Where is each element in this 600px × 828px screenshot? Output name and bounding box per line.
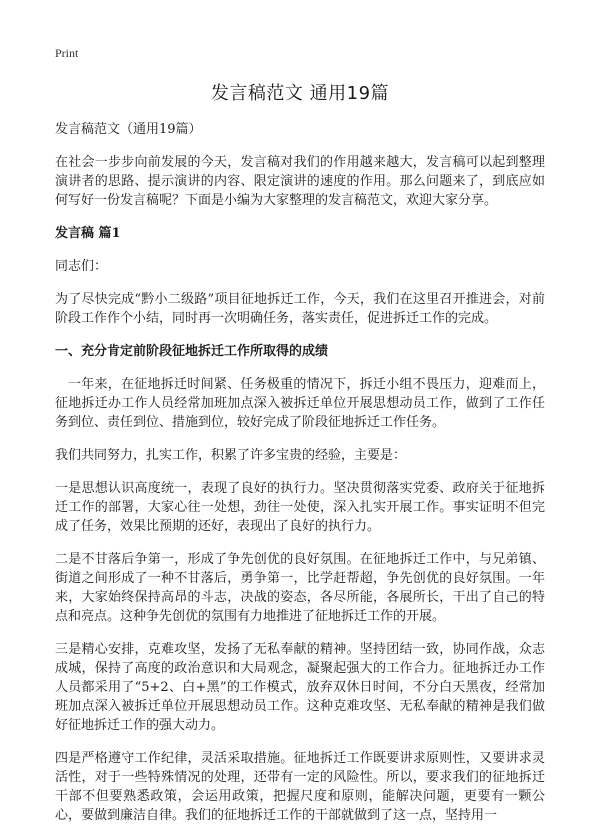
print-link[interactable]: Print [55,46,79,60]
paragraph-2: 一年来，在征地拆迁时间紧、任务极重的情况下，拆迁小组不畏压力，迎难而上，征地拆迁办工作人员经常加班加点深入被拆迁单位开展思想动员工作，做到了工作任务到位、责任到位、措施到位，较好完成了阶段征地拆迁工作任务。 [55,377,545,430]
intro-paragraph: 在社会一步步向前发展的今天，发言稿对我们的作用越来越大，发言稿可以起到整理演讲者的思路、提示演讲的内容、限定演讲的速度的作用。那么问题来了，到底应如何写好一份发言稿呢？下面是小编为大家整理的发言稿范文，欢迎大家分享。 [55,155,545,208]
paragraph-4: 一是思想认识高度统一，表现了良好的执行力。坚决贯彻落实党委、政府关于征地拆迁工作的部署，大家心往一处想，劲往一处使，深入扎实开展工作。事实证明不但完成了任务，效果比预期的还好，表现出了良好的执行力。 [55,481,545,534]
paragraph-7: 四是严格遵守工作纪律，灵活采取措施。征地拆迁工作既要讲求原则性，又要讲求灵活性，对于一些特殊情况的处理，还带有一定的风险性。所以，要求我们的征地拆迁干部不但要熟悉政策，会运用政策，把握尺度和原则，能解决问题，更要有一颗公心，要做到廉洁自律。我们的征地拆迁工作的干部就做到了这一点，坚持用一 [55,751,545,823]
paragraph-5: 二是不甘落后争第一，形成了争先创优的良好氛围。在征地拆迁工作中，与兄弟镇、街道之间形成了一种不甘落后，勇争第一，比学赶帮超，争先创优的良好氛围。一年来，大家始终保持高昂的斗志，决战的姿态，各尽所能，各展所长，干出了自己的特点和亮点。这种争先创优的氛围有力地推进了征地拆迁工作的开展。 [55,552,545,624]
document-body [55,120,545,828]
paragraph-1: 为了尽快完成“黔小二级路”项目征地拆迁工作，今天，我们在这里召开推进会，对前阶段工作作个小结，同时再一次明确任务，落实责任，促进拆迁工作的完成。 [55,292,545,326]
paragraph-6: 三是精心安排，克难攻坚，发扬了无私奉献的精神。坚持团结一致，协同作战，众志成城，保持了高度的政治意识和大局观念，凝聚起强大的工作合力。征地拆迁办工作人员都采用了“5+2、白+黑”的工作模式，放弃双休日时间，不分白天黑夜，经常加班加点深入被拆迁单位开展思想动员工作。这种克难攻坚、无私奉献的精神是我们做好征地拆迁工作的强大动力。 [55,642,545,733]
section-title: 发言稿 篇1 [55,226,121,241]
heading-1: 一、充分肯定前阶段征地拆迁工作所取得的成绩 [55,344,329,359]
paragraph-3: 我们共同努力，扎实工作，积累了许多宝贵的经验，主要是： [55,448,407,463]
subtitle: 发言稿范文（通用19篇） [55,122,202,137]
page-title: 发言稿范文 通用19篇 [210,83,390,104]
greeting: 同志们： [55,259,108,274]
